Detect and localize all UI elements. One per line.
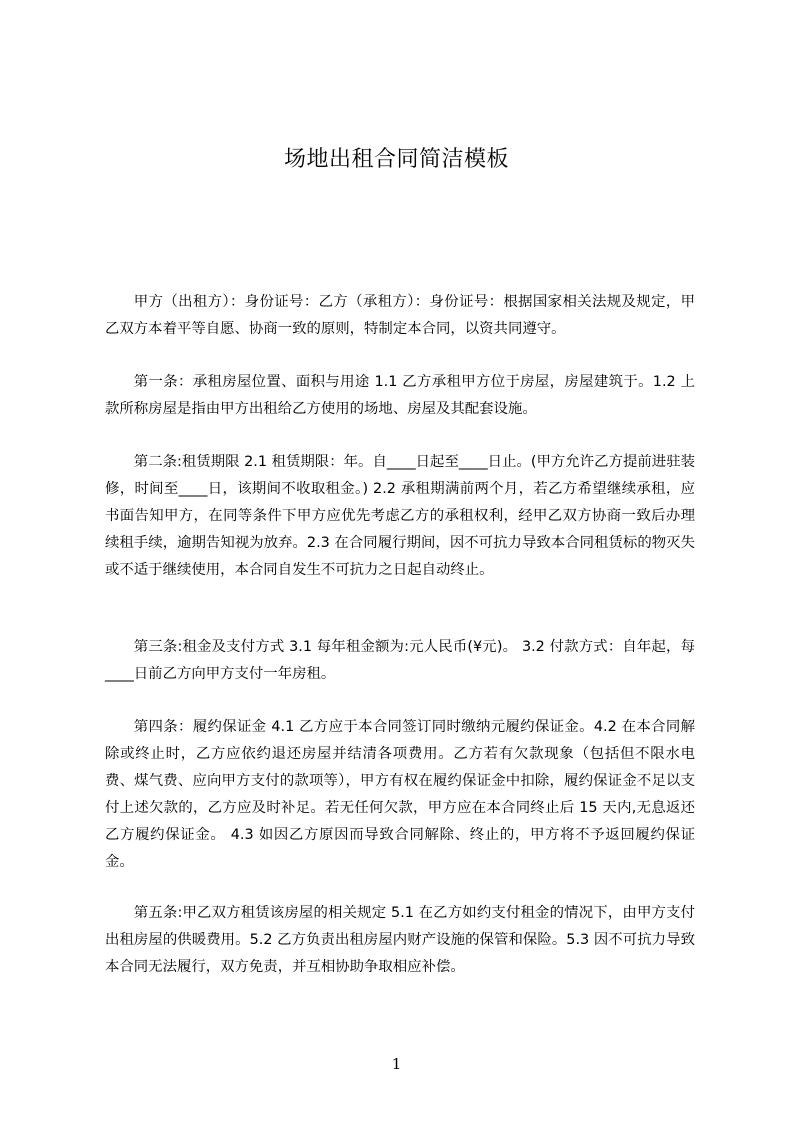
article-3-paragraph: 第三条:租金及支付方式 3.1 每年租金额为:元人民币(¥元)。 3.2 付款方式：自年起，每____日前乙方向甲方支付一年房租。 bbox=[105, 639, 695, 682]
page-title: 场地出租合同简洁模板 bbox=[283, 147, 509, 172]
article-4-paragraph: 第四条：履约保证金 4.1 乙方应于本合同签订同时缴纳元履约保证金。4.2 在本合同解除或终止时，乙方应依约退还房屋并结清各项费用。乙方若有欠款现象（包括但不限水电费、煤气费、应向甲方支付的款项等），甲方有权在履约保证金中扣除，履约保证金不足以支付上述欠款的，乙方应及时补足。若无任何欠款，甲方应在本合同终止后 15 天内,无息返还乙方履约保证金。 4.3 如因乙方原因而导致合同解除、终止的，甲方将不予返回履约保证金。 bbox=[105, 719, 695, 870]
preamble-paragraph: 甲方（出租方）：身份证号：乙方（承租方）：身份证号：根据国家相关法规及规定，甲乙双方本着平等自愿、协商一致的原则，特制定本合同，以资共同遵守。 bbox=[105, 294, 695, 337]
article-1-paragraph: 第一条：承租房屋位置、面积与用途 1.1 乙方承租甲方位于房屋，房屋建筑于。1.2 上款所称房屋是指由甲方出租给乙方使用的场地、房屋及其配套设施。 bbox=[105, 374, 695, 417]
article-5-paragraph: 第五条:甲乙双方租赁该房屋的相关规定 5.1 在乙方如约支付租金的情况下，由甲方支付出租房屋的供暖费用。5.2 乙方负责出租房屋内财产设施的保管和保险。5.3 因不可抗力导致本合同无法履行，双方免责，并互相协助争取相应补偿。 bbox=[105, 905, 695, 975]
page-number: 1 bbox=[391, 1055, 402, 1073]
article-2-paragraph: 第二条:租赁期限 2.1 租赁期限：年。自____日起至____日止。(甲方允许乙方提前进驻装修，时间至____日，该期间不收取租金。) 2.2 承租期满前两个月，若乙方希望继续承租，应书面告知甲方，在同等条件下甲方应优先考虑乙方的承租权利，经甲乙双方协商一致后办理续租手续，逾期告知视为放弃。2.3 在合同履行期间，因不可抗力导致本合同租赁标的物灭失或不适于继续使用，本合同自发生不可抗力之日起自动终止。 bbox=[105, 454, 695, 578]
